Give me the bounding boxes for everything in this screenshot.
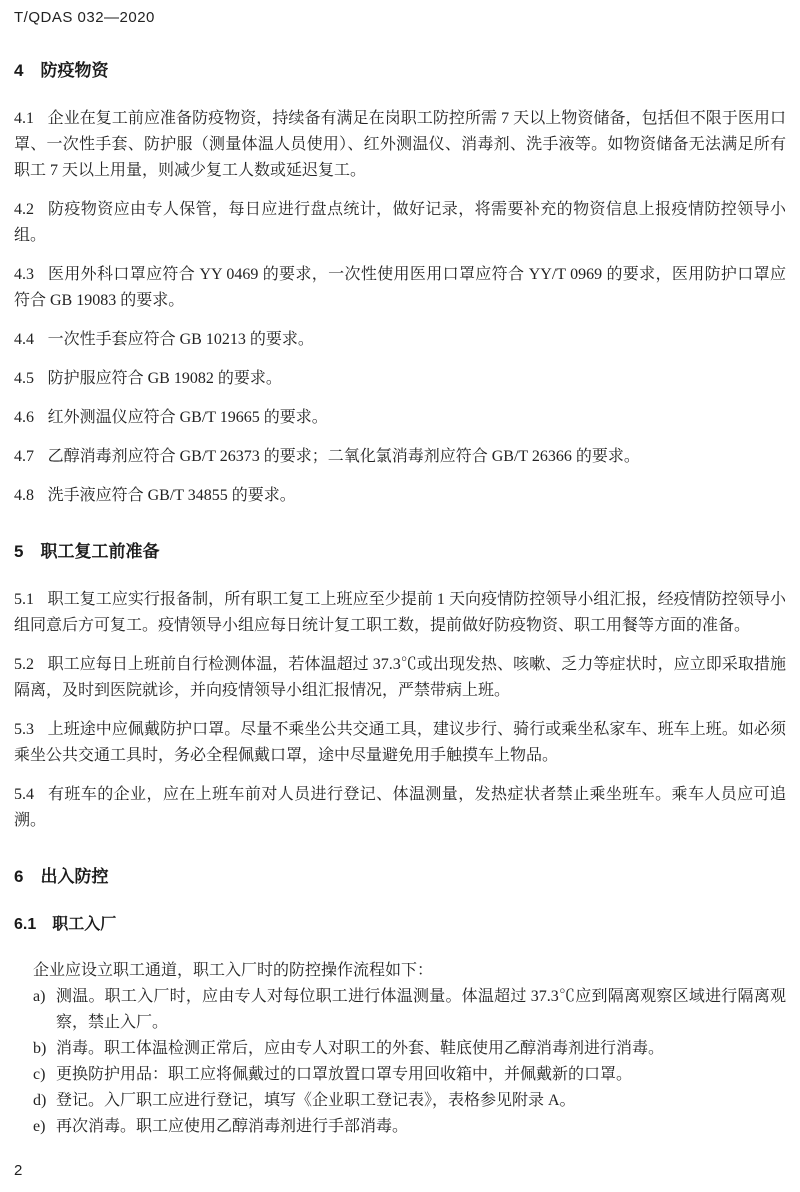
list-marker: e) [33, 1118, 46, 1135]
clause-text: 红外测温仪应符合 GB/T 19665 的要求。 [47, 409, 328, 426]
subsection-intro: 企业应设立职工通道，职工入厂时的防控操作流程如下： [33, 962, 434, 979]
clause-number: 4.3 [14, 266, 34, 283]
list-marker: a) [33, 988, 46, 1005]
clause-4-2 [14, 197, 786, 249]
clause-4-4 [14, 327, 786, 353]
list-item-text: 登记。入厂职工应进行登记，填写《企业职工登记表》，表格参见附录 A。 [56, 1092, 576, 1109]
list-marker: d) [33, 1092, 47, 1109]
clause-number: 4.7 [14, 448, 34, 465]
clause-number: 4.5 [14, 370, 34, 387]
clause-number: 4.1 [14, 110, 34, 127]
list-item-e [14, 1114, 786, 1140]
clause-4-6 [14, 405, 786, 431]
section-number: 5 [14, 542, 24, 561]
clause-4-3 [14, 262, 786, 314]
clause-text: 防疫物资应由专人保管，每日应进行盘点统计，做好记录，将需要补充的物资信息上报疫情防控领导小组。 [14, 201, 786, 244]
clause-5-4 [14, 782, 786, 834]
section-number: 6 [14, 867, 24, 886]
clause-text: 上班途中应佩戴防护口罩。尽量不乘坐公共交通工具，建议步行、骑行或乘坐私家车、班车上班。如必须乘坐公共交通工具时，务必全程佩戴口罩，途中尽量避免用手触摸车上物品。 [14, 721, 786, 764]
section-number: 4 [14, 61, 24, 80]
list-item-text: 消毒。职工体温检测正常后，应由专人对职工的外套、鞋底使用乙醇消毒剂进行消毒。 [56, 1040, 665, 1057]
clause-number: 4.2 [14, 201, 34, 218]
clause-text: 职工复工应实行报备制，所有职工复工上班应至少提前 1 天向疫情防控领导小组汇报，经疫情防控领导小组同意后方可复工。疫情领导小组应每日统计复工职工数，提前做好防疫物资、职工用餐等方面的准备。 [14, 591, 786, 634]
clause-text: 有班车的企业，应在上班车前对人员进行登记、体温测量，发热症状者禁止乘坐班车。乘车人员应可追溯。 [14, 786, 786, 829]
section-title: 职工复工前准备 [40, 542, 160, 561]
clause-text: 企业在复工前应准备防疫物资，持续备有满足在岗职工防控所需 7 天以上物资储备，包括但不限于医用口罩、一次性手套、防护服（测量体温人员使用）、红外测温仪、消毒剂、洗手液等。如物资储备无法满足所有职工 7 天以上用量，则减少复工人数或延迟复工。 [14, 110, 786, 179]
page-number: 2 [14, 1162, 23, 1179]
list-item-c [14, 1062, 786, 1088]
clause-5-1 [14, 587, 786, 639]
clause-text: 医用外科口罩应符合 YY 0469 的要求，一次性使用医用口罩应符合 YY/T 0969 的要求，医用防护口罩应符合 GB 19083 的要求。 [14, 266, 786, 309]
section-heading-6 [14, 864, 786, 890]
clause-number: 5.4 [14, 786, 34, 803]
section-heading-5 [14, 539, 786, 565]
document-standard-code: T/QDAS 032—2020 [14, 9, 155, 26]
clause-text: 防护服应符合 GB 19082 的要求。 [47, 370, 282, 387]
clause-text: 一次性手套应符合 GB 10213 的要求。 [47, 331, 314, 348]
section-heading-4 [14, 58, 786, 84]
clause-4-5 [14, 366, 786, 392]
list-item-text: 测温。职工入厂时，应由专人对每位职工进行体温测量。体温超过 37.3℃应到隔离观察区域进行隔离观察，禁止入厂。 [56, 988, 786, 1031]
clause-text: 洗手液应符合 GB/T 34855 的要求。 [47, 487, 296, 504]
clause-number: 4.4 [14, 331, 34, 348]
clause-number: 5.1 [14, 591, 34, 608]
list-item-a [14, 984, 786, 1036]
clause-text: 乙醇消毒剂应符合 GB/T 26373 的要求；二氧化氯消毒剂应符合 GB/T 26366 的要求。 [47, 448, 640, 465]
subsection-number: 6.1 [14, 916, 37, 933]
list-item-text: 再次消毒。职工应使用乙醇消毒剂进行手部消毒。 [56, 1118, 409, 1135]
clause-5-2 [14, 652, 786, 704]
subsection-title: 职工入厂 [52, 916, 117, 933]
clause-number: 5.2 [14, 656, 34, 673]
clause-4-1 [14, 106, 786, 184]
clause-5-3 [14, 717, 786, 769]
procedure-list [14, 984, 786, 1140]
clause-number: 5.3 [14, 721, 34, 738]
list-item-b [14, 1036, 786, 1062]
list-marker: c) [33, 1066, 46, 1083]
clause-number: 4.8 [14, 487, 34, 504]
clause-number: 4.6 [14, 409, 34, 426]
section-title: 出入防控 [40, 867, 109, 886]
section-title: 防疫物资 [40, 61, 109, 80]
subsection-heading-6-1 [14, 912, 786, 938]
clause-text: 职工应每日上班前自行检测体温，若体温超过 37.3℃或出现发热、咳嗽、乏力等症状时，应立即采取措施隔离，及时到医院就诊，并向疫情领导小组汇报情况，严禁带病上班。 [14, 656, 786, 699]
clause-4-7 [14, 444, 786, 470]
list-item-text: 更换防护用品：职工应将佩戴过的口罩放置口罩专用回收箱中，并佩戴新的口罩。 [56, 1066, 633, 1083]
list-marker: b) [33, 1040, 47, 1057]
clause-4-8 [14, 483, 786, 509]
list-item-d [14, 1088, 786, 1114]
